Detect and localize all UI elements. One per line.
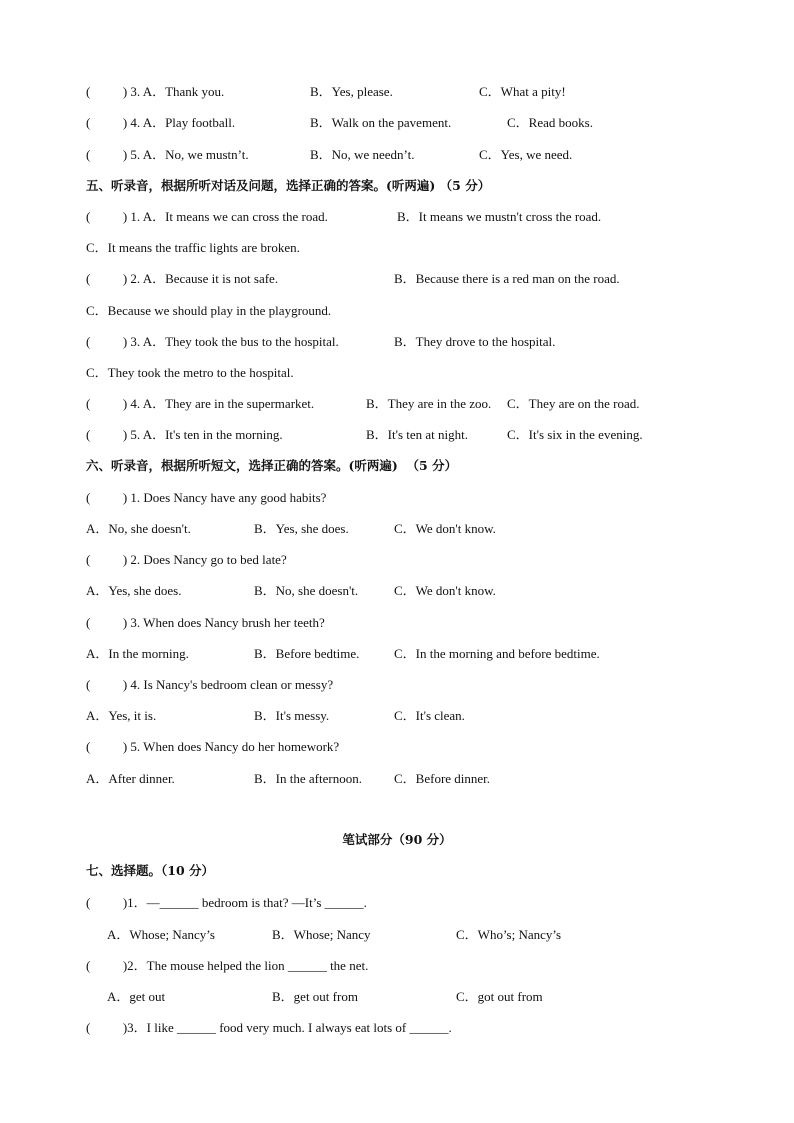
section-title: 六、听录音，根据所听短文，选择正确的答案。(听两遍) （5 分） bbox=[86, 458, 458, 473]
option-b: B．It's ten at night. bbox=[366, 427, 469, 442]
option-c: C．In the morning and before bedtime. bbox=[394, 646, 600, 661]
question-line: ( )2．The mouse helped the lion ______ the net. bbox=[86, 958, 369, 973]
option-b: B．It's messy. bbox=[254, 708, 330, 723]
question-line: ( ) 2. Does Nancy go to bed late? bbox=[86, 552, 287, 567]
question-line: ( ) 3. When does Nancy brush her teeth? bbox=[86, 615, 325, 630]
option-a: A．After dinner. bbox=[86, 771, 175, 786]
question-line: ( )1．—______ bedroom is that? —It’s ______. bbox=[86, 895, 367, 910]
option-a: A．In the morning. bbox=[86, 646, 189, 661]
option-b: B．They are in the zoo. bbox=[366, 396, 492, 411]
option-c: C．Before dinner. bbox=[394, 771, 491, 786]
question-line: ( ) 5. A．No, we mustn’t. bbox=[86, 147, 249, 162]
option-c: C．Who’s; Nancy’s bbox=[456, 927, 562, 942]
section-title: 五、听录音，根据所听对话及问题，选择正确的答案。(听两遍) （5 分） bbox=[86, 178, 491, 193]
option-c: C．got out from bbox=[456, 989, 543, 1004]
question-line: ( ) 4. Is Nancy's bedroom clean or messy? bbox=[86, 677, 334, 692]
option-c: C．What a pity! bbox=[479, 84, 566, 99]
question-line: ( ) 1. Does Nancy have any good habits? bbox=[86, 490, 327, 505]
option-b: B．No, she doesn't. bbox=[254, 583, 359, 598]
option-c: C．We don't know. bbox=[394, 583, 496, 598]
option-a: A．get out bbox=[107, 989, 166, 1004]
option-a: A．Whose; Nancy’s bbox=[107, 927, 215, 942]
question-line: ( ) 3. A．They took the bus to the hospital. bbox=[86, 334, 339, 349]
part-title: 笔试部分（90 分） bbox=[342, 832, 452, 847]
option-c: C．Because we should play in the playground. bbox=[86, 303, 332, 318]
option-c: C．It's clean. bbox=[394, 708, 465, 723]
question-line: ( ) 1. A．It means we can cross the road. bbox=[86, 209, 328, 224]
option-b: B．Yes, she does. bbox=[254, 521, 349, 536]
option-a: A．Yes, it is. bbox=[86, 708, 157, 723]
question-line: ( ) 2. A．Because it is not safe. bbox=[86, 271, 279, 286]
question-line: ( ) 5. A．It's ten in the morning. bbox=[86, 427, 283, 442]
question-line: ( ) 5. When does Nancy do her homework? bbox=[86, 739, 340, 754]
option-b: B．It means we mustn't cross the road. bbox=[397, 209, 602, 224]
option-a: A．No, she doesn't. bbox=[86, 521, 191, 536]
question-line: ( ) 4. A．They are in the supermarket. bbox=[86, 396, 315, 411]
option-b: B．They drove to the hospital. bbox=[394, 334, 556, 349]
option-b: B．In the afternoon. bbox=[254, 771, 362, 786]
section-title: 七、选择题。（10 分） bbox=[86, 863, 214, 878]
question-line: ( ) 3. A．Thank you. bbox=[86, 84, 225, 99]
option-b: B．Walk on the pavement. bbox=[310, 115, 452, 130]
option-b: B．Whose; Nancy bbox=[272, 927, 371, 942]
option-c: C．It's six in the evening. bbox=[507, 427, 643, 442]
option-b: B．Because there is a red man on the road. bbox=[394, 271, 620, 286]
option-b: B．Before bedtime. bbox=[254, 646, 360, 661]
option-b: B．No, we needn’t. bbox=[310, 147, 415, 162]
option-c: C．Yes, we need. bbox=[479, 147, 573, 162]
option-b: B．Yes, please. bbox=[310, 84, 393, 99]
question-line: ( ) 4. A．Play football. bbox=[86, 115, 236, 130]
option-c: C．They are on the road. bbox=[507, 396, 640, 411]
option-c: C．It means the traffic lights are broken. bbox=[86, 240, 300, 255]
question-line: ( )3．I like ______ food very much. I always eat lots of ______. bbox=[86, 1020, 452, 1035]
option-c: C．We don't know. bbox=[394, 521, 496, 536]
option-c: C．They took the metro to the hospital. bbox=[86, 365, 294, 380]
option-b: B．get out from bbox=[272, 989, 358, 1004]
option-c: C．Read books. bbox=[507, 115, 593, 130]
option-a: A．Yes, she does. bbox=[86, 583, 182, 598]
